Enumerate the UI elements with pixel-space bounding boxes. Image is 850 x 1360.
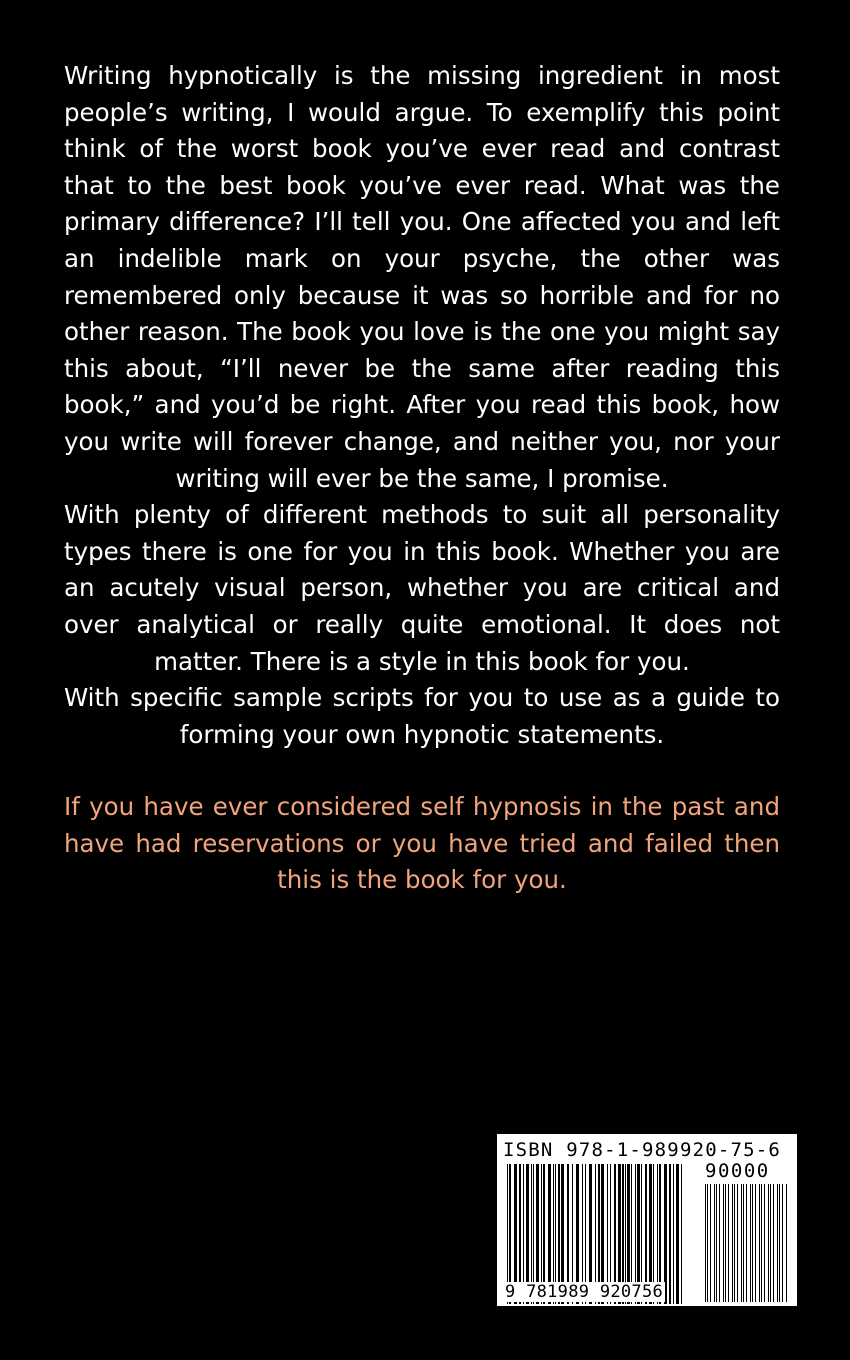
promo-paragraph: If you have ever considered self hypnosis in the past and have had reservations or you have tried and failed then this is the book for you. xyxy=(64,792,780,895)
ean-bar xyxy=(673,1164,674,1304)
back-cover-text xyxy=(64,58,780,899)
addon-bar xyxy=(761,1184,762,1302)
addon-bar xyxy=(710,1184,711,1302)
ean-bar xyxy=(669,1164,671,1304)
description-paragraph-2: With plenty of different methods to suit all personality types there is one for you in this book. Whether you are an acutely visual person, whether you are critical and over analytical or really quite emotional. It does not matter. There is a style in this book for you. xyxy=(64,500,780,676)
addon-bar xyxy=(707,1184,708,1302)
addon-bar xyxy=(746,1184,747,1302)
addon-bar xyxy=(723,1184,724,1302)
addon-bar xyxy=(719,1184,720,1302)
addon-bar xyxy=(705,1184,706,1302)
addon-bar xyxy=(768,1184,769,1302)
ean-bar xyxy=(681,1164,682,1304)
addon-bar xyxy=(759,1184,760,1302)
addon-bar xyxy=(752,1184,753,1302)
addon-bar xyxy=(777,1184,778,1302)
addon-bar xyxy=(773,1184,774,1302)
addon-bar xyxy=(734,1184,735,1302)
addon-bar xyxy=(714,1184,715,1302)
price-addon-label: 90000 xyxy=(705,1160,770,1182)
ean-digits: 9 781989 920756 xyxy=(505,1282,664,1302)
addon-bar xyxy=(743,1184,744,1302)
description-paragraph-3: With specific sample scripts for you to use as a guide to forming your own hypnotic statements. xyxy=(64,683,780,749)
addon-bar xyxy=(750,1184,751,1302)
addon-bar xyxy=(782,1184,783,1302)
addon-bar xyxy=(786,1184,787,1302)
addon-bar xyxy=(770,1184,771,1302)
addon-bar xyxy=(755,1184,756,1302)
isbn-label: ISBN 978-1-989920-75-6 xyxy=(503,1139,782,1161)
addon-bar xyxy=(728,1184,729,1302)
addon-bar xyxy=(725,1184,726,1302)
ean-bar xyxy=(676,1164,679,1304)
isbn-barcode xyxy=(497,1134,797,1306)
addon-bar xyxy=(741,1184,742,1302)
addon-bar xyxy=(716,1184,717,1302)
addon-bar xyxy=(732,1184,733,1302)
addon-bar xyxy=(779,1184,780,1302)
addon-bar xyxy=(737,1184,738,1302)
description-paragraph-1: Writing hypnotically is the missing ingredient in most people’s writing, I would argue. To exemplify this point think of the worst book you’ve ever read and contrast that to the best book you’ve ever read. What was the primary difference? I’ll tell you. One affected you and left an indelible mark on your psyche, the other was remembered only because it was so horrible and for no other reason. The book you love is the one you might say this about, “I’ll never be the same after reading this book,” and you’d be right. After you read this book, how you write will forever change, and neither you, nor your writing will ever be the same, I promise. xyxy=(64,61,780,493)
addon-bar xyxy=(764,1184,765,1302)
